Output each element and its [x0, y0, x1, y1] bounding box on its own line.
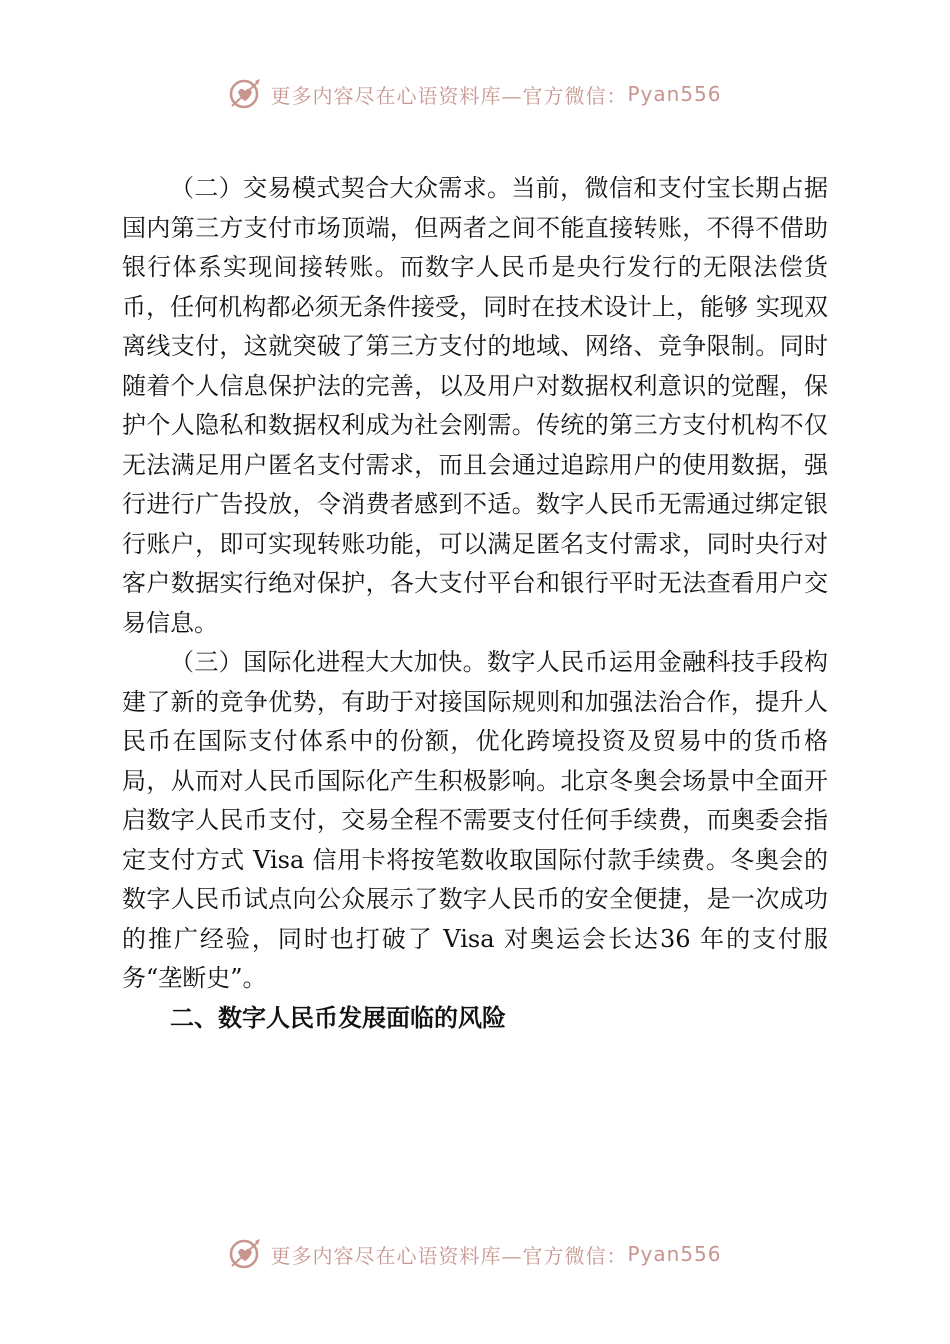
watermark-text: 更多内容尽在心语资料库—官方微信：	[270, 1243, 628, 1268]
header-watermark	[0, 74, 950, 114]
paragraph: （二）交易模式契合大众需求。当前，微信和支付宝长期占据国内第三方支付市场顶端，但两者之间不能直接转账，不得不借助银行体系实现间接转账。而数字人民币是央行发行的无限法偿货币，任何机构都必须无条件接受，同时在技术设计上，能够 实现双离线支付，这就突破了第三方支付的地域、网络、竞争限制。同时随着个人信息保护法的完善，以及用户对数据权利意识的觉醒，保护个人隐私和数据权利成为社会刚需。传统的第三方支付机构不仅无法满足用户匿名支付需求，而且会通过追踪用户的使用数据，强行进行广告投放，令消费者感到不适。数字人民币无需通过绑定银行账户，即可实现转账功能，可以满足匿名支付需求，同时央行对客户数据实行绝对保护，各大支付平台和银行平时无法查看用户交易信息。	[122, 174, 828, 637]
watermark-wechat-id: Pyan556	[627, 82, 722, 106]
watermark-text: 更多内容尽在心语资料库—官方微信：	[270, 83, 628, 108]
footer-watermark	[0, 1234, 950, 1274]
heart-logo-icon	[228, 1236, 264, 1272]
document-body	[122, 169, 828, 1038]
watermark-wechat-id: Pyan556	[627, 1242, 722, 1266]
paragraph: （三）国际化进程大大加快。数字人民币运用金融科技手段构建了新的竞争优势，有助于对接国际规则和加强法治合作，提升人民币在国际支付体系中的份额，优化跨境投资及贸易中的货币格局，从而对人民币国际化产生积极影响。北京冬奥会场景中全面开启数字人民币支付，交易全程不需要支付任何手续费，而奥委会指定支付方式 Visa 信用卡将按笔数收取国际付款手续费。冬奥会的数字人民币试点向公众展示了数字人民币的安全便捷，是一次成功的推广经验，同时也打破了 Visa 对奥运会长达36 年的支付服务“垄断史”。	[122, 648, 828, 992]
heart-logo-icon	[228, 76, 264, 112]
section-heading: 二、数字人民币发展面临的风险	[170, 1003, 506, 1032]
